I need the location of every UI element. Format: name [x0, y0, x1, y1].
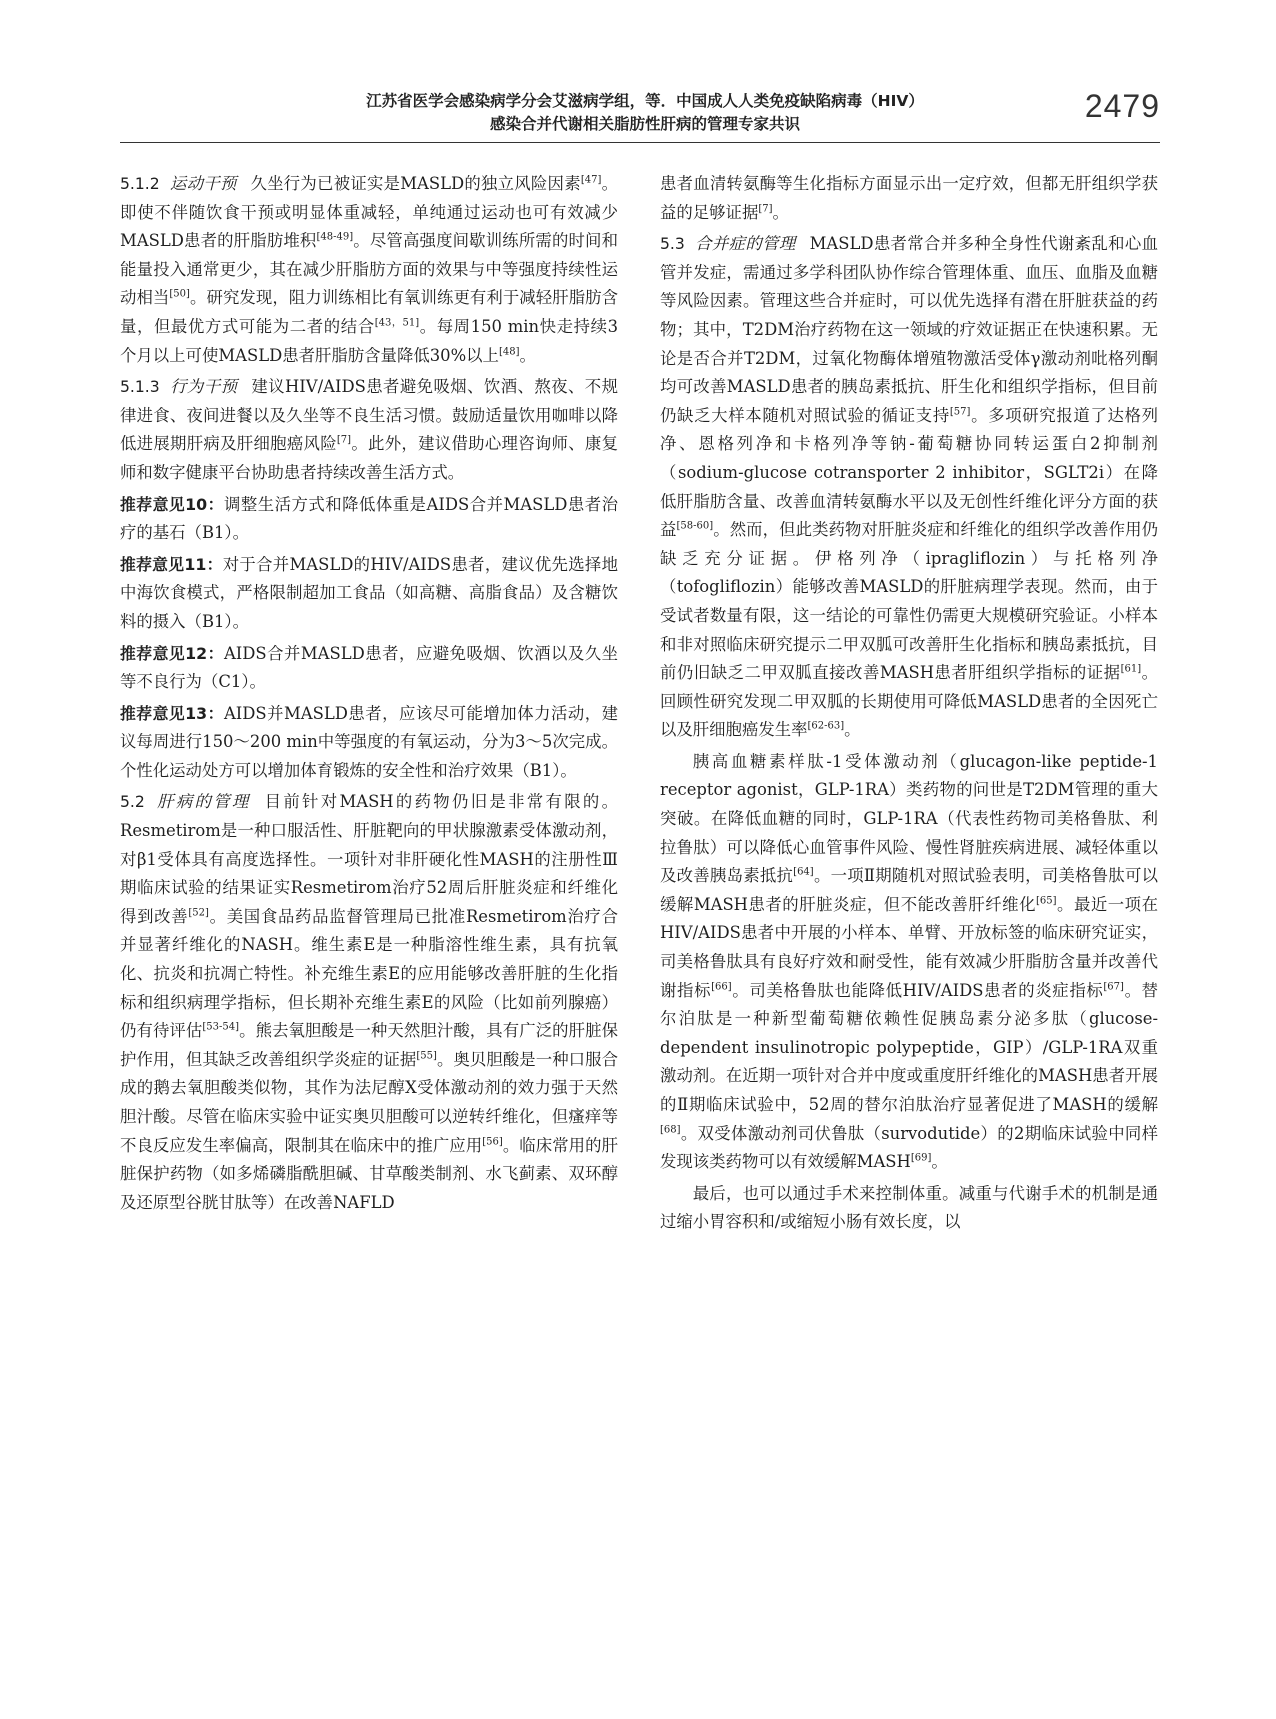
body-text: 。尽管高强度间歇训练所需的时间和能量投入通常更少，其在减少肝脂肪方面的效果与中等强度持续性运动相当 [120, 231, 619, 308]
body-text: 。熊去氧胆酸是一种天然胆汁酸，具有广泛的肝脏保护作用，但其缺乏改善组织学炎症的证据 [120, 1021, 619, 1069]
citation: [50] [169, 288, 190, 300]
recommendation-10 [120, 491, 618, 548]
body-text: 。奥贝胆酸是一种口服合成的鹅去氧胆酸类似物，其作为法尼醇X受体激动剂的效力强于天然胆汁酸。尽管在临床实验中证实奥贝胆酸可以逆转纤维化，但瘙痒等不良反应发生率偏高，限制其在临床中的推广应用 [120, 1049, 618, 1155]
section-title: 运动干预 [169, 174, 237, 193]
running-title-line-2: 感染合并代谢相关脂肪性肝病的管理专家共识 [489, 115, 800, 133]
body-text: 。一项Ⅱ期随机对照试验表明，司美格鲁肽可以缓解MASH患者的肝脏炎症，但不能改善肝纤维化 [660, 866, 1159, 914]
section-5-3 [660, 230, 1158, 745]
recommendation-text: AIDS并MASLD患者，应该尽可能增加体力活动，建议每周进行150～200 min中等强度的有氧运动，分为3～5次完成。个性化运动处方可以增加体育锻炼的安全性和治疗效果（B1）。 [120, 703, 619, 780]
section-number: 5.3 [660, 235, 685, 254]
glp1-paragraph [660, 748, 1158, 1177]
section-title: 行为干预 [169, 377, 238, 397]
citation: [66] [711, 981, 732, 993]
body-text: 。 [844, 720, 861, 740]
running-title-line-1: 江苏省医学会感染病学分会艾滋病学组，等．中国成人人类免疫缺陷病毒（HIV） [366, 92, 924, 110]
citation: [7] [758, 203, 773, 215]
body-text: 。 [931, 1152, 948, 1172]
body-text: 患者血清转氨酶等生化指标方面显示出一定疗效，但都无肝组织学获益的足够证据 [660, 174, 1158, 222]
citation: [61] [1120, 663, 1142, 675]
citation: [53-54] [202, 1021, 240, 1033]
recommendation-label: 推荐意见10： [120, 494, 224, 514]
body-text: 最后，也可以通过手术来控制体重。减重与代谢手术的机制是通过缩小胃容积和/或缩短小肠有效长度，以 [660, 1183, 1158, 1232]
recommendation-11 [120, 551, 618, 637]
body-text: 。多项研究报道了达格列净、恩格列净和卡格列净等钠-葡萄糖协同转运蛋白2抑制剂（sodium-glucose cotransporter 2 inhibitor，SGLT2i）在降低肝脂肪含量、改善血清转氨酶水平以及无创性纤维化评分方面的获益 [660, 405, 1158, 540]
body-text: 建议HIV/AIDS患者避免吸烟、饮酒、熬夜、不规律进食、夜间进餐以及久坐等不良生活习惯。鼓励适量饮用咖啡以降低进展期肝病及肝细胞癌风险 [120, 377, 619, 454]
citation: [48-49] [316, 231, 354, 243]
citation: [57] [949, 406, 971, 418]
citation: [69] [910, 1152, 932, 1164]
body-text: 。然而，但此类药物对肝脏炎症和纤维化的组织学改善作用仍缺乏充分证据。伊格列净（ipragliflozin）与托格列净（tofogliflozin）能够改善MASLD的肝脏病理学表现。然而，由于受试者数量有限，这一结论的可靠性仍需更大规模研究验证。小样本和非对照临床研究提示二甲双胍可改善肝生化指标和胰岛素抵抗，目前仍旧缺乏二甲双胍直接改善MASH患者肝组织学指标的证据 [660, 520, 1159, 683]
section-number: 5.1.2 [120, 175, 160, 193]
citation: [67] [1103, 981, 1124, 993]
running-title [295, 90, 995, 136]
citation: [48] [498, 346, 520, 358]
citation: [58-60] [676, 520, 714, 532]
body-text: 目前针对MASH的药物仍旧是非常有限的。Resmetirom是一种口服活性、肝脏靶向的甲状腺激素受体激动剂，对β1受体具有高度选择性。一项针对非肝硬化性MASH的注册性Ⅲ期临床试验的结果证实Resmetirom治疗52周后肝脏炎症和纤维化得到改善 [120, 792, 618, 926]
section-5-1-2 [120, 170, 618, 370]
body-text: 。双受体激动剂司伏鲁肽（survodutide）的2期临床试验中同样发现该类药物可以有效缓解MASH [660, 1123, 1158, 1172]
body-text: 。美国食品药品监督管理局已批准Resmetirom治疗合并显著纤维化的NASH。维生素E是一种脂溶性维生素，具有抗氧化、抗炎和抗凋亡特性。补充维生素E的应用能够改善肝脏的生化指标和组织病理学指标，但长期补充维生素E的风险（比如前列腺癌）仍有待评估 [120, 906, 619, 1041]
citation: [52] [188, 907, 209, 919]
citation: [62-63] [807, 720, 845, 732]
body-text: 。研究发现，阻力训练相比有氧训练更有利于减轻肝脂肪含量，但最优方式可能为二者的结合 [120, 288, 619, 336]
body-text: 。 [519, 345, 536, 365]
body-text: 胰高血糖素样肽-1受体激动剂（glucagon-like peptide-1 receptor agonist，GLP-1RA）类药物的问世是T2DM管理的重大突破。在降低血糖的同时，GLP-1RA（代表性药物司美格鲁肽、利拉鲁肽）可以降低心血管事件风险、慢性肾脏疾病进展、减轻体重以及改善胰岛素抵抗 [660, 751, 1158, 886]
body-text: 。即使不伴随饮食干预或明显体重减轻，单纯通过运动也可有效减少MASLD患者的肝脂肪堆积 [120, 174, 619, 251]
body-text: 。每周150 min快走持续3个月以上可使MASLD患者肝脂肪含量降低30%以上 [120, 316, 619, 365]
recommendation-label: 推荐意见13： [120, 703, 224, 723]
recommendation-text: AIDS合并MASLD患者，应避免吸烟、饮酒以及久坐等不良行为（C1）。 [120, 643, 619, 692]
recommendation-text: 调整生活方式和降低体重是AIDS合并MASLD患者治疗的基石（B1）。 [120, 494, 619, 543]
running-header [120, 86, 1160, 143]
citation: [7] [336, 434, 352, 446]
left-column [120, 170, 618, 1220]
recommendation-12 [120, 640, 618, 697]
body-text: 。最近一项在HIV/AIDS患者中开展的小样本、单臂、开放标签的临床研究证实，司美格鲁肽具有良好疗效和耐受性，能有效减少肝脂肪含量并改善代谢指标 [660, 894, 1158, 1000]
citation: [47] [580, 174, 602, 186]
recommendation-label: 推荐意见12： [120, 643, 224, 663]
section-5-1-3 [120, 373, 618, 487]
section-title: 合并症的管理 [694, 234, 796, 254]
citation: [64] [793, 866, 814, 878]
citation: [68] [660, 1124, 681, 1136]
body-text: 。 [772, 202, 789, 222]
citation: [65] [1035, 895, 1057, 907]
body-text: 。此外，建议借助心理咨询师、康复师和数字健康平台协助患者持续改善生活方式。 [120, 434, 619, 482]
page-number: 2479 [1084, 88, 1160, 124]
section-number: 5.2 [120, 793, 145, 812]
section-5-2 [120, 788, 618, 1217]
recommendation-text: 对于合并MASLD的HIV/AIDS患者，建议优先选择地中海饮食模式，严格限制超加工食品（如高糖、高脂食品）及含糖饮料的摄入（B1）。 [120, 554, 619, 631]
body-text: MASLD患者常合并多种全身性代谢紊乱和心血管并发症，需通过多学科团队协作综合管理体重、血压、血脂及血糖等风险因素。管理这些合并症时，可以优先选择有潜在肝脏获益的药物；其中，T2DM治疗药物在这一领域的疗效证据正在快速积累。无论是否合并T2DM，过氧化物酶体增殖物激活受体γ激动剂吡格列酮均可改善MASLD患者的胰岛素抵抗、肝生化和组织学指标，但目前仍缺乏大样本随机对照试验的循证支持 [660, 234, 1159, 425]
citation: [56] [482, 1136, 503, 1148]
section-number: 5.1.3 [120, 378, 160, 397]
right-column [660, 170, 1158, 1240]
body-text: 。替尔泊肽是一种新型葡萄糖依赖性促胰岛素分泌多肽（glucose-dependent insulinotropic polypeptide，GIP）/GLP-1RA双重激动剂。在近期一项针对合并中度或重度肝纤维化的MASH患者开展的Ⅱ期临床试验中，52周的替尔泊肽治疗显著促进了MASH的缓解 [660, 980, 1159, 1114]
citation: [55] [416, 1050, 437, 1062]
continued-paragraph [660, 170, 1158, 227]
body-text: 。回顾性研究发现二甲双胍的长期使用可降低MASLD患者的全因死亡以及肝细胞癌发生率 [660, 663, 1159, 740]
surgery-paragraph [660, 1180, 1158, 1237]
body-text: 。司美格鲁肽也能降低HIV/AIDS患者的炎症指标 [731, 980, 1104, 1000]
recommendation-13 [120, 700, 618, 786]
recommendation-label: 推荐意见11： [120, 554, 223, 574]
body-text: 久坐行为已被证实是MASLD的独立风险因素 [250, 174, 581, 193]
body-text: 。临床常用的肝脏保护药物（如多烯磷脂酰胆碱、甘草酸类制剂、水飞蓟素、双环醇及还原型谷胱甘肽等）在改善NAFLD [120, 1135, 619, 1212]
citation: [43，51] [374, 317, 420, 329]
section-title: 肝病的管理 [154, 792, 251, 812]
